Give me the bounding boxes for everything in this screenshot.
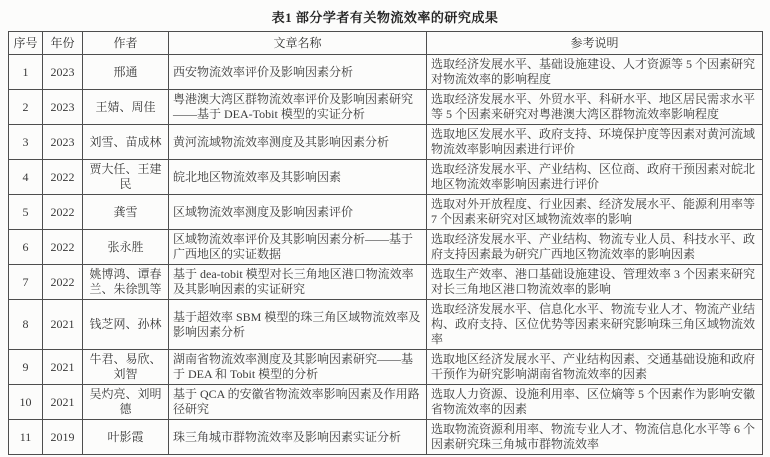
cell-authors: 姚博鸿、谭春兰、朱徐凯等 xyxy=(83,265,169,300)
cell-year: 2023 xyxy=(43,90,83,125)
table-header xyxy=(9,32,763,55)
cell-article-title: 基于 QCA 的安徽省物流效率影响因素及作用路径研究 xyxy=(169,385,427,420)
cell-reference-note: 选取经济发展水平、基础设施建设、人才资源等 5 个因素研究对物流效率的影响程度 xyxy=(427,55,763,90)
cell-reference-note: 选取对外开放程度、行业因素、经济发展水平、能源利用率等 7 个因素来研究对区域物流效率的影响 xyxy=(427,195,763,230)
cell-article-title: 湖南省物流效率测度及其影响因素研究——基于 DEA 和 Tobit 模型的分析 xyxy=(169,350,427,385)
header-article-title: 文章名称 xyxy=(169,32,427,55)
cell-article-title: 区域物流效率测度及影响因素评价 xyxy=(169,195,427,230)
cell-serial: 3 xyxy=(9,125,43,160)
table-row xyxy=(9,385,763,420)
cell-reference-note: 选取生产效率、港口基础设施建设、管理效率 3 个因素来研究对长三角地区港口物流效率的影响 xyxy=(427,265,763,300)
header-authors: 作者 xyxy=(83,32,169,55)
table-row xyxy=(9,55,763,90)
table-caption: 表1 部分学者有关物流效率的研究成果 xyxy=(271,10,499,25)
table-row xyxy=(9,265,763,300)
cell-authors: 牛君、易欣、刘智 xyxy=(83,350,169,385)
table-row xyxy=(9,300,763,350)
cell-reference-note: 选取物流资源利用率、物流专业人才、物流信息化水平等 6 个因素研究珠三角城市群物流效率 xyxy=(427,420,763,455)
table-row xyxy=(9,420,763,455)
cell-serial: 8 xyxy=(9,300,43,350)
cell-year: 2022 xyxy=(43,230,83,265)
cell-reference-note: 选取经济发展水平、外贸水平、科研水平、地区居民需求水平等 5 个因素来研究对粤港澳大湾区群物流效率影响程度 xyxy=(427,90,763,125)
cell-year: 2021 xyxy=(43,300,83,350)
cell-reference-note: 选取地区经济发展水平、产业结构因素、交通基础设施和政府干预作为研究影响湖南省物流效率的因素 xyxy=(427,350,763,385)
header-serial: 序号 xyxy=(9,32,43,55)
research-table xyxy=(8,31,763,455)
cell-article-title: 基于 dea-tobit 模型对长三角地区港口物流效率及其影响因素的实证研究 xyxy=(169,265,427,300)
cell-reference-note: 选取经济发展水平、产业结构、物流专业人员、科技水平、政府支持因素最为研究广西地区物流效率的影响因素 xyxy=(427,230,763,265)
cell-authors: 贾大任、王建民 xyxy=(83,160,169,195)
cell-year: 2023 xyxy=(43,125,83,160)
header-year: 年份 xyxy=(43,32,83,55)
table-row xyxy=(9,350,763,385)
cell-serial: 5 xyxy=(9,195,43,230)
table-row xyxy=(9,90,763,125)
cell-authors: 钱芝网、孙林 xyxy=(83,300,169,350)
cell-authors: 龚雪 xyxy=(83,195,169,230)
cell-year: 2021 xyxy=(43,350,83,385)
header-row xyxy=(9,32,763,55)
cell-year: 2023 xyxy=(43,55,83,90)
cell-reference-note: 选取经济发展水平、信息化水平、物流专业人才、物流产业结构、政府支持、区位优势等因素来研究影响珠三角区域物流效率 xyxy=(427,300,763,350)
cell-authors: 吴灼亮、刘明德 xyxy=(83,385,169,420)
cell-serial: 9 xyxy=(9,350,43,385)
cell-serial: 1 xyxy=(9,55,43,90)
cell-serial: 11 xyxy=(9,420,43,455)
cell-article-title: 西安物流效率评价及影响因素分析 xyxy=(169,55,427,90)
table-row xyxy=(9,125,763,160)
table-row xyxy=(9,195,763,230)
table-row xyxy=(9,160,763,195)
cell-authors: 邢通 xyxy=(83,55,169,90)
cell-year: 2022 xyxy=(43,265,83,300)
cell-article-title: 珠三角城市群物流效率及影响因素实证分析 xyxy=(169,420,427,455)
cell-reference-note: 选取人力资源、设施利用率、区位熵等 5 个因素作为影响安徽省物流效率的因素 xyxy=(427,385,763,420)
cell-authors: 王婧、周佳 xyxy=(83,90,169,125)
header-reference-note: 参考说明 xyxy=(427,32,763,55)
cell-article-title: 皖北地区物流效率及其影响因素 xyxy=(169,160,427,195)
cell-article-title: 区域物流效率评价及其影响因素分析——基于广西地区的实证数据 xyxy=(169,230,427,265)
cell-year: 2021 xyxy=(43,385,83,420)
cell-article-title: 黄河流域物流效率测度及其影响因素分析 xyxy=(169,125,427,160)
cell-serial: 7 xyxy=(9,265,43,300)
cell-year: 2022 xyxy=(43,195,83,230)
table-body xyxy=(9,55,763,455)
cell-reference-note: 选取经济发展水平、产业结构、区位商、政府干预因素对皖北地区物流效率影响因素进行评价 xyxy=(427,160,763,195)
table-row xyxy=(9,230,763,265)
cell-year: 2022 xyxy=(43,160,83,195)
cell-serial: 6 xyxy=(9,230,43,265)
cell-reference-note: 选取地区发展水平、政府支持、环境保护度等因素对黄河流域物流效率影响因素进行评价 xyxy=(427,125,763,160)
cell-serial: 4 xyxy=(9,160,43,195)
cell-authors: 张永胜 xyxy=(83,230,169,265)
cell-serial: 10 xyxy=(9,385,43,420)
cell-article-title: 基于超效率 SBM 模型的珠三角区域物流效率及影响因素分析 xyxy=(169,300,427,350)
cell-article-title: 粤港澳大湾区群物流效率评价及影响因素研究——基于 DEA-Tobit 模型的实证分析 xyxy=(169,90,427,125)
cell-authors: 叶影霞 xyxy=(83,420,169,455)
cell-year: 2019 xyxy=(43,420,83,455)
cell-serial: 2 xyxy=(9,90,43,125)
cell-authors: 刘雪、苗成林 xyxy=(83,125,169,160)
